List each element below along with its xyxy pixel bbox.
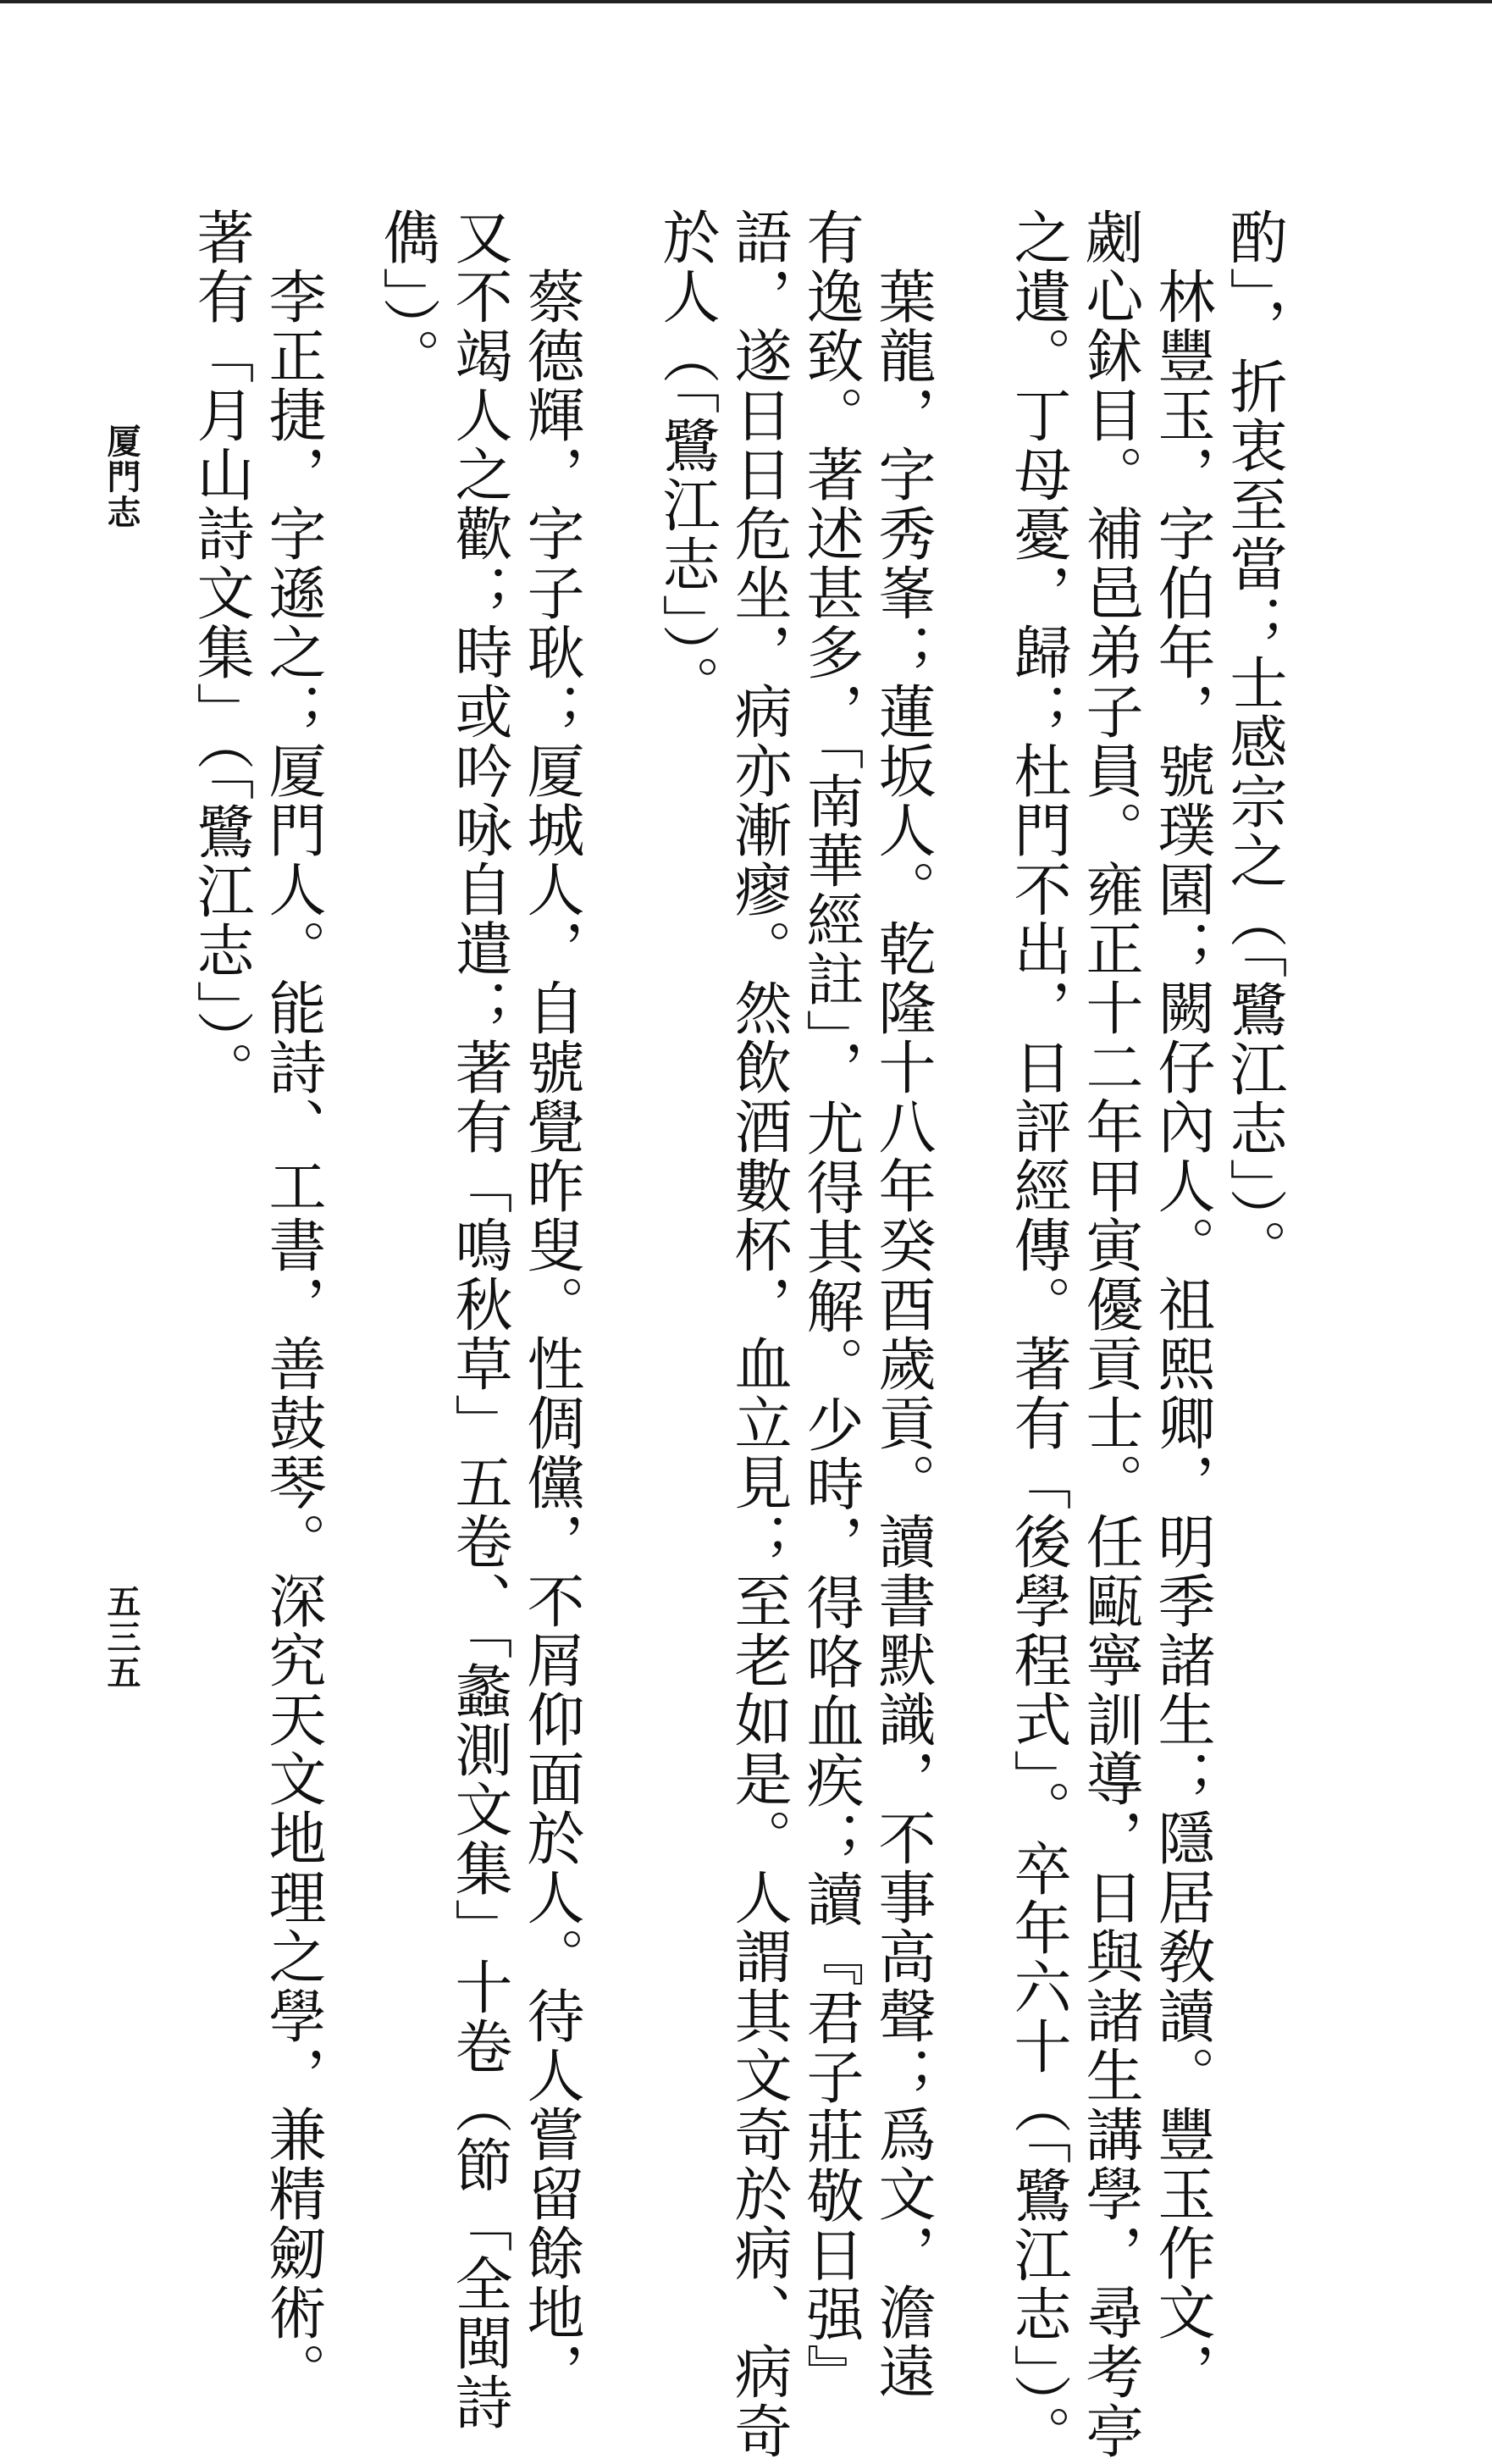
text-column-4: 之遺。丁母憂，歸；杜門不出，日評經傳。著有「後學程式」。卒年六十（「鷺江志」）。	[1004, 208, 1071, 2464]
text-column-9: 蔡德輝，字子耿；厦城人，自號覺昨叟。性倜儻，不屑仰面於人。待人嘗留餘地，	[517, 208, 584, 2401]
text-column-6: 有逸致。著述甚多，「南華經註」，尤得其解。少時，得咯血疾；讀『君子莊敬日强』	[797, 208, 864, 2403]
text-column-10: 又不竭人之歡；時或吟咏自遣；著有「鳴秋草」五卷、「蠡測文集」十卷（節「全閩詩	[445, 208, 512, 2432]
text-column-5: 葉龍，字秀峯；蓮坂人。乾隆十八年癸酉歲貢。讀書默識，不事高聲；爲文，澹遠	[869, 208, 936, 2401]
text-column-2: 林豐玉，字伯年，號璞園；闕仔內人。祖熙卿，明季諸生；隱居敎讀。豐玉作文，	[1148, 208, 1215, 2401]
page-number: 五三五	[102, 1584, 141, 1691]
text-column-8: 於人（「鷺江志」）。	[653, 208, 720, 714]
text-column-7: 語，遂日日危坐，病亦漸瘳。然飲酒數杯，血立見；至老如是。人謂其文奇於病、病奇	[725, 208, 792, 2461]
running-head: 厦門志	[102, 424, 141, 530]
text-column-1: 酌」，折衷至當；士感宗之（「鷺江志」）。	[1220, 208, 1287, 1278]
text-column-3: 劌心鉥目。補邑弟子員。雍正十二年甲寅優貢士。任甌寧訓導，日與諸生講學，尋考亭	[1076, 208, 1143, 2461]
text-column-12: 李正捷，字遜之；厦門人。能詩、工書，善鼓琴。深究天文地理之學，兼精劒術。	[259, 208, 326, 2401]
text-column-13: 著有「月山詩文集」（「鷺江志」）。	[187, 208, 254, 1100]
text-column-11: 儁」）。	[373, 208, 440, 387]
top-border	[0, 0, 1492, 3]
